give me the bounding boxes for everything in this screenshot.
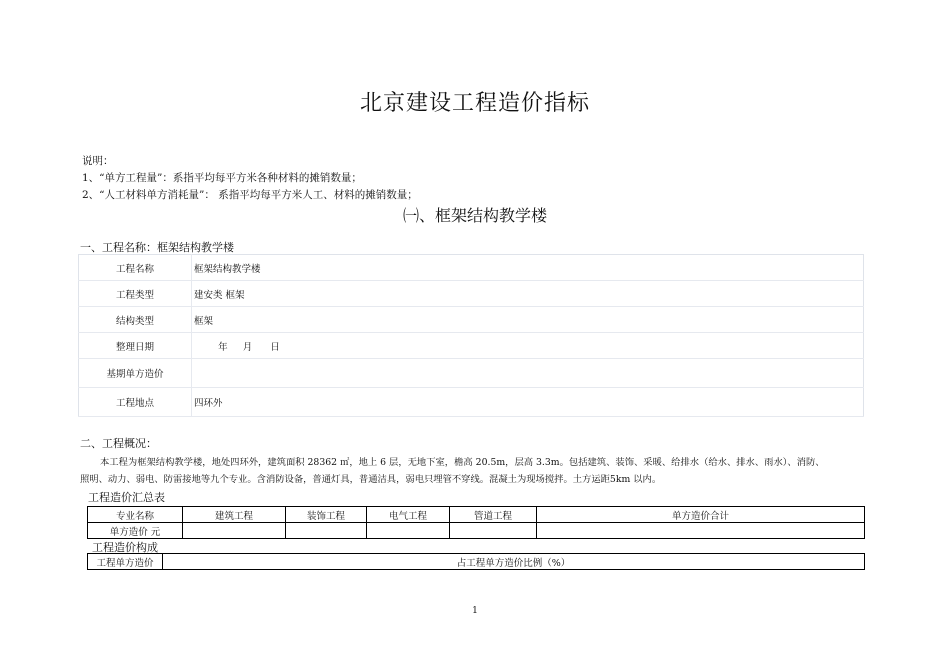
info-value: 年 月 日 (192, 333, 864, 359)
info-value (192, 359, 864, 388)
summary-caption: 工程造价汇总表 (88, 491, 165, 504)
section-2-heading: 二、工程概况： (80, 437, 157, 450)
info-label: 工程名称 (79, 255, 192, 281)
table-row (79, 388, 864, 417)
table-cell (183, 523, 286, 539)
notes-heading: 说明： (82, 155, 114, 167)
cost-summary-table (87, 506, 865, 539)
note-line-2: 2、“人工材料单方消耗量”： 系指平均每平方米人工、材料的摊销数量； (82, 189, 418, 201)
table-cell (537, 523, 865, 539)
table-cell (367, 523, 450, 539)
section-subtitle: ㈠、框架结构教学楼 (402, 206, 547, 225)
info-label: 整理日期 (79, 333, 192, 359)
table-row (79, 307, 864, 333)
row-label: 单方造价 元 (88, 523, 183, 539)
table-header-row (88, 554, 865, 570)
col-header: 装饰工程 (286, 507, 367, 523)
info-label: 基期单方造价 (79, 359, 192, 388)
table-row (88, 523, 865, 539)
info-value: 四环外 (192, 388, 864, 417)
table-cell (450, 523, 537, 539)
overview-paragraph-line-1: 本工程为框架结构教学楼，地处四环外，建筑面积 28362 ㎡，地上 6 层，无地下室，檐高 20.5m，层高 3.3m。包括建筑、装饰、采暖、给排水（给水、排水、雨水）、消防、 (100, 457, 825, 468)
info-label: 结构类型 (79, 307, 192, 333)
table-header-row (88, 507, 865, 523)
table-row (79, 333, 864, 359)
info-value: 框架结构教学楼 (192, 255, 864, 281)
section-1-heading: 一、工程名称：框架结构教学楼 (80, 241, 234, 254)
col-header: 工程单方造价 (88, 554, 163, 570)
table-cell (286, 523, 367, 539)
table-row (79, 255, 864, 281)
col-header: 专业名称 (88, 507, 183, 523)
overview-paragraph-line-2: 照明、动力、弱电、防雷接地等九个专业。含消防设备，普通灯具，普通洁具，弱电只埋管不穿线。混凝土为现场搅拌。土方运距5km 以内。 (80, 474, 662, 485)
info-value: 建安类 框架 (192, 281, 864, 307)
page-number: 1 (472, 606, 478, 616)
table-row (79, 281, 864, 307)
info-label: 工程地点 (79, 388, 192, 417)
note-line-1: 1、“单方工程量”：系指平均每平方米各种材料的摊销数量； (82, 172, 362, 184)
info-value: 框架 (192, 307, 864, 333)
table-row (79, 359, 864, 388)
col-header: 占工程单方造价比例（%） (163, 554, 865, 570)
project-info-table (78, 254, 864, 417)
col-header: 电气工程 (367, 507, 450, 523)
info-label: 工程类型 (79, 281, 192, 307)
col-header: 建筑工程 (183, 507, 286, 523)
document-title: 北京建设工程造价指标 (359, 91, 590, 116)
col-header: 管道工程 (450, 507, 537, 523)
composition-caption: 工程造价构成 (92, 541, 158, 554)
cost-composition-table (87, 553, 865, 570)
col-header: 单方造价合计 (537, 507, 865, 523)
